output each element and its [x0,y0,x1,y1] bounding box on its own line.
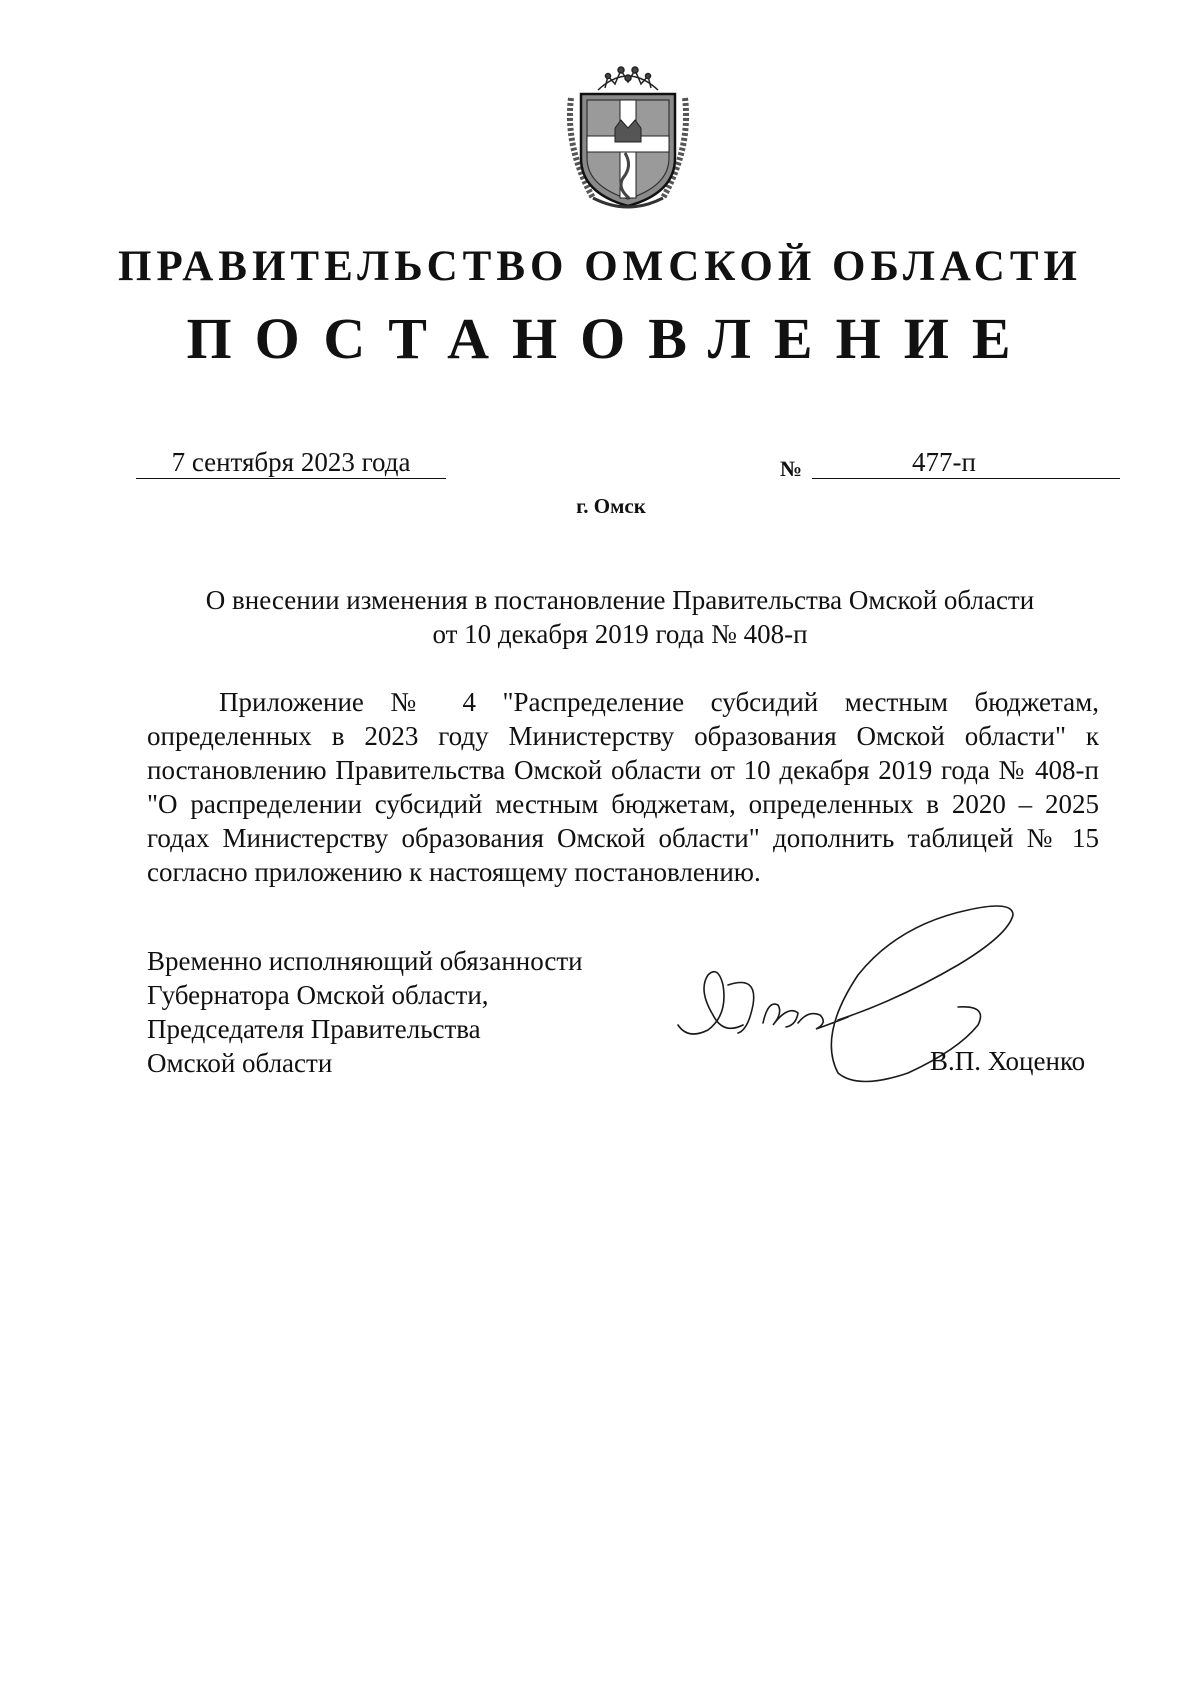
subject-line: от 10 декабря 2019 года № 408-п [432,619,808,649]
signer-position-line: Омской области [147,1048,333,1078]
government-title: ПРАВИТЕЛЬСТВО ОМСКОЙ ОБЛАСТИ [118,243,1082,290]
document-date: 7 сентября 2023 года [136,446,446,479]
subject-line: О внесении изменения в постановление Правительства Омской области [205,585,1035,615]
coat-of-arms-icon [563,58,693,210]
city-name: г. Омск [576,494,646,518]
number-label: № [780,456,803,481]
signer-position-line: Временно исполняющий обязанности [147,946,583,976]
signer-position-line: Губернатора Омской области, [147,980,489,1010]
document-type-heading: ПОСТАНОВЛЕНИЕ [186,306,1034,371]
document-subject [160,583,1080,651]
signer-name: В.П. Хоценко [930,1046,1086,1076]
signer-position [147,944,667,1080]
document-number: 477-п [812,446,1120,479]
document-body: Приложение № 4 "Распределение субсидий местным бюджетам, определенных в 2023 году Министерству образования Омской области" к постановлению Правительства Омской области от 10 декабря 2019 года № 408-п "О распределении субсидий местным бюджетам, определенных в 2020 – 2025 годах Министерству образования Омской области" дополнить таблицей № 15 согласно приложению к настоящему постановлению. [147,687,1099,887]
signer-position-line: Председателя Правительства [147,1014,481,1044]
